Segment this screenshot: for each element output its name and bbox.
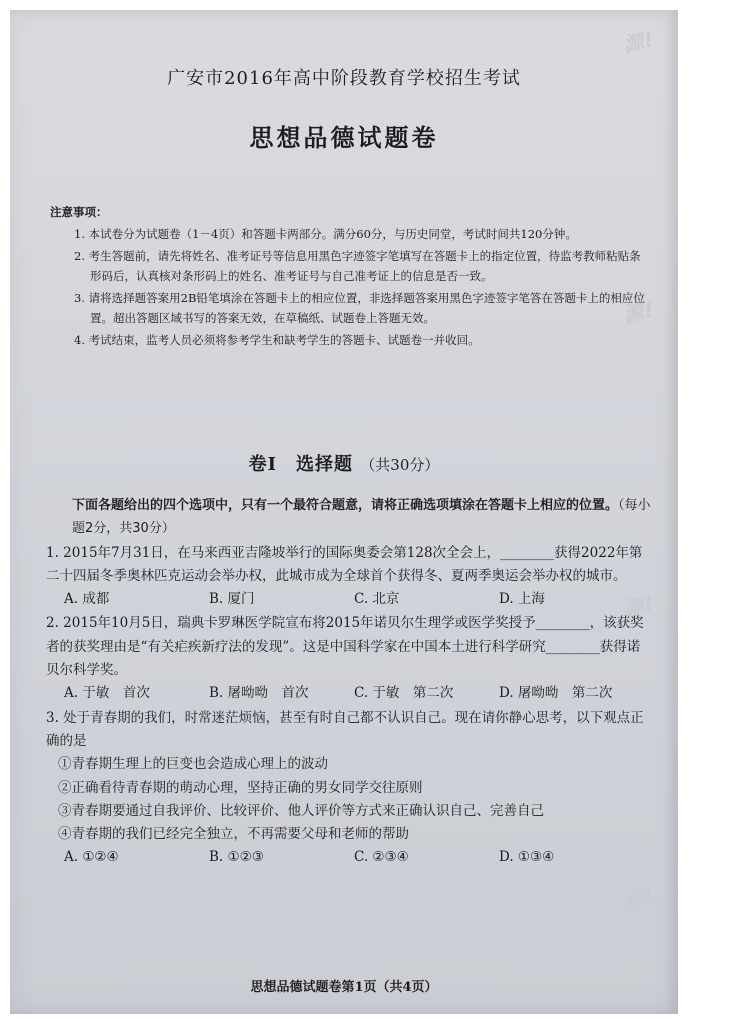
question-3 xyxy=(46,707,651,870)
watermark: 源! xyxy=(621,296,657,327)
question-text: 1. 2015年7月31日，在马来西亚吉隆坡举行的国际奥委会第128次全会上，________获得2022年第二十四届冬季奥林匹克运动会举办权，此城市成为全球首个获得冬、夏两季奥运会举办权的城市。 xyxy=(46,544,643,584)
notes-item: 3. 请将选择题答案用2B铅笔填涂在答题卡上的相应位置，非选择题答案用黑色字迹签字笔答在答题卡上的相应位置。超出答题区域书写的答案无效，在草稿纸、试题卷上答题无效。 xyxy=(74,291,645,325)
notes-section xyxy=(50,202,650,350)
option-d: D. 上海 xyxy=(499,591,545,608)
notes-item: 2. 考生答题前，请先将姓名、准考证号等信息用黑色字迹签字笔填写在答题卡上的指定位置，待监考教师粘贴条形码后，认真核对条形码上的姓名、准考证号与自己准考证上的信息是否一致。 xyxy=(74,249,641,283)
watermark: 源! xyxy=(621,590,657,621)
instructions-sub: （每小题2分，共30分） xyxy=(72,498,651,537)
exam-paper xyxy=(10,10,678,1014)
question-1 xyxy=(46,542,651,612)
option-d: D. 屠呦呦 第二次 xyxy=(499,685,613,702)
watermark: 源! xyxy=(621,882,657,913)
statement: ②正确看待青春期的萌动心理，坚持正确的男女同学交往原则 xyxy=(58,779,423,796)
section-heading xyxy=(10,450,678,476)
options-row xyxy=(46,846,651,869)
section-title: 卷Ⅰ 选择题 xyxy=(248,454,354,475)
option-a: A. 成都 xyxy=(64,591,110,608)
question-text: 3. 处于青春期的我们，时常迷茫烦恼，甚至有时自己都不认识自己。现在请你静心思考，以下观点正确的是 xyxy=(46,709,644,749)
exam-subtitle: 思想品德试题卷 xyxy=(249,123,439,152)
page-footer: 思想品德试题卷第1页（共4页） xyxy=(250,980,438,995)
questions-body xyxy=(46,494,651,870)
option-b: B. 屠呦呦 首次 xyxy=(209,685,309,702)
exam-title: 广安市2016年高中阶段教育学校招生考试 xyxy=(167,68,521,89)
option-b: B. ①②③ xyxy=(209,849,264,866)
option-a: A. 于敏 首次 xyxy=(64,685,150,702)
section-points: （共30分） xyxy=(360,456,440,474)
option-d: D. ①③④ xyxy=(499,849,555,866)
question-text: 2. 2015年10月5日，瑞典卡罗琳医学院宣布将2015年诺贝尔生理学或医学奖授予________，该获奖者的获奖理由是“有关疟疾新疗法的发现”。这是中国科学家在中国本土进行科学研究________获得诺贝尔科学奖。 xyxy=(46,615,644,679)
watermark: 源! xyxy=(621,26,657,57)
statement: ①青春期生理上的巨变也会造成心理上的波动 xyxy=(58,756,328,773)
option-a: A. ①②④ xyxy=(64,849,119,866)
option-c: C. 于敏 第二次 xyxy=(354,685,454,702)
statement: ③青春期要通过自我评价、比较评价、他人评价等方式来正确认识自己、完善自己 xyxy=(58,802,544,819)
notes-item: 4. 考试结束，监考人员必须将参考学生和缺考学生的答题卡、试题卷一并收回。 xyxy=(74,333,480,347)
notes-heading: 注意事项： xyxy=(50,205,108,219)
notes-item: 1. 本试卷分为试题卷（1－4页）和答题卡两部分。满分60分，与历史同堂，考试时间共120分钟。 xyxy=(74,227,577,241)
question-2 xyxy=(46,612,651,705)
instructions xyxy=(46,494,651,541)
options-row xyxy=(46,588,651,611)
option-c: C. ②③④ xyxy=(354,849,409,866)
options-row xyxy=(46,682,651,705)
option-c: C. 北京 xyxy=(354,591,400,608)
instructions-main: 下面各题给出的四个选项中，只有一个最符合题意，请将正确选项填涂在答题卡上相应的位置。 xyxy=(72,498,619,513)
statement: ④青春期的我们已经完全独立，不再需要父母和老师的帮助 xyxy=(58,826,409,843)
option-b: B. 厦门 xyxy=(209,591,255,608)
